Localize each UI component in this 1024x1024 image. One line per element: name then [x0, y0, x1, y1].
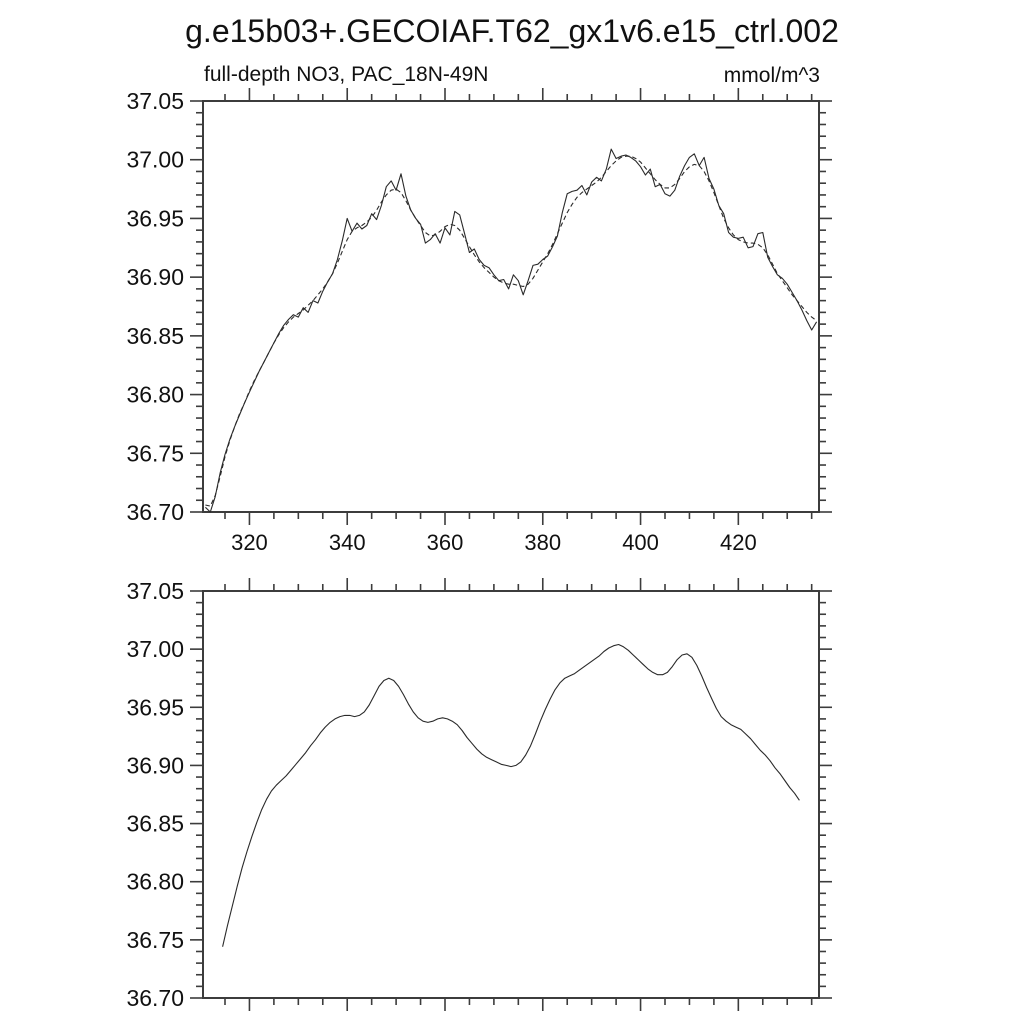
y-tick-label-bottom: 36.75: [126, 926, 184, 953]
y-tick-label-top: 36.90: [126, 264, 184, 291]
series-dashed-top: [205, 156, 816, 506]
y-tick-label-top: 36.75: [126, 440, 184, 467]
x-tick-label-top: 340: [328, 530, 366, 555]
y-tick-label-top: 37.05: [126, 88, 184, 114]
panel-box-top: [203, 101, 819, 512]
top-panel-left-label: full-depth NO3, PAC_18N-49N: [204, 63, 489, 86]
x-tick-label-top: 360: [426, 530, 464, 555]
x-tick-label-top: 420: [719, 530, 757, 555]
x-tick-label-top: 380: [524, 530, 562, 555]
series-solid-bottom: [223, 645, 800, 947]
series-solid-top: [205, 149, 816, 512]
y-tick-label-bottom: 37.05: [126, 578, 184, 604]
panel-box-bottom: [203, 591, 819, 998]
y-tick-label-bottom: 36.70: [126, 985, 184, 1011]
y-tick-label-bottom: 36.90: [126, 752, 184, 779]
y-tick-label-top: 37.00: [126, 146, 184, 173]
y-tick-label-bottom: 36.95: [126, 694, 184, 721]
y-tick-label-top: 36.70: [126, 499, 184, 525]
y-tick-label-top: 36.80: [126, 381, 184, 408]
x-tick-label-top: 320: [231, 530, 268, 555]
y-tick-label-top: 36.85: [126, 322, 184, 349]
y-tick-label-top: 36.95: [126, 205, 184, 232]
y-tick-label-bottom: 36.80: [126, 868, 184, 895]
x-tick-label-top: 400: [622, 530, 659, 555]
top-panel-right-label: mmol/m^3: [723, 64, 820, 87]
y-tick-label-bottom: 36.85: [126, 810, 184, 837]
chart-title: g.e15b03+.GECOIAF.T62_gx1v6.e15_ctrl.002: [185, 13, 839, 49]
y-tick-label-bottom: 37.00: [126, 636, 184, 663]
